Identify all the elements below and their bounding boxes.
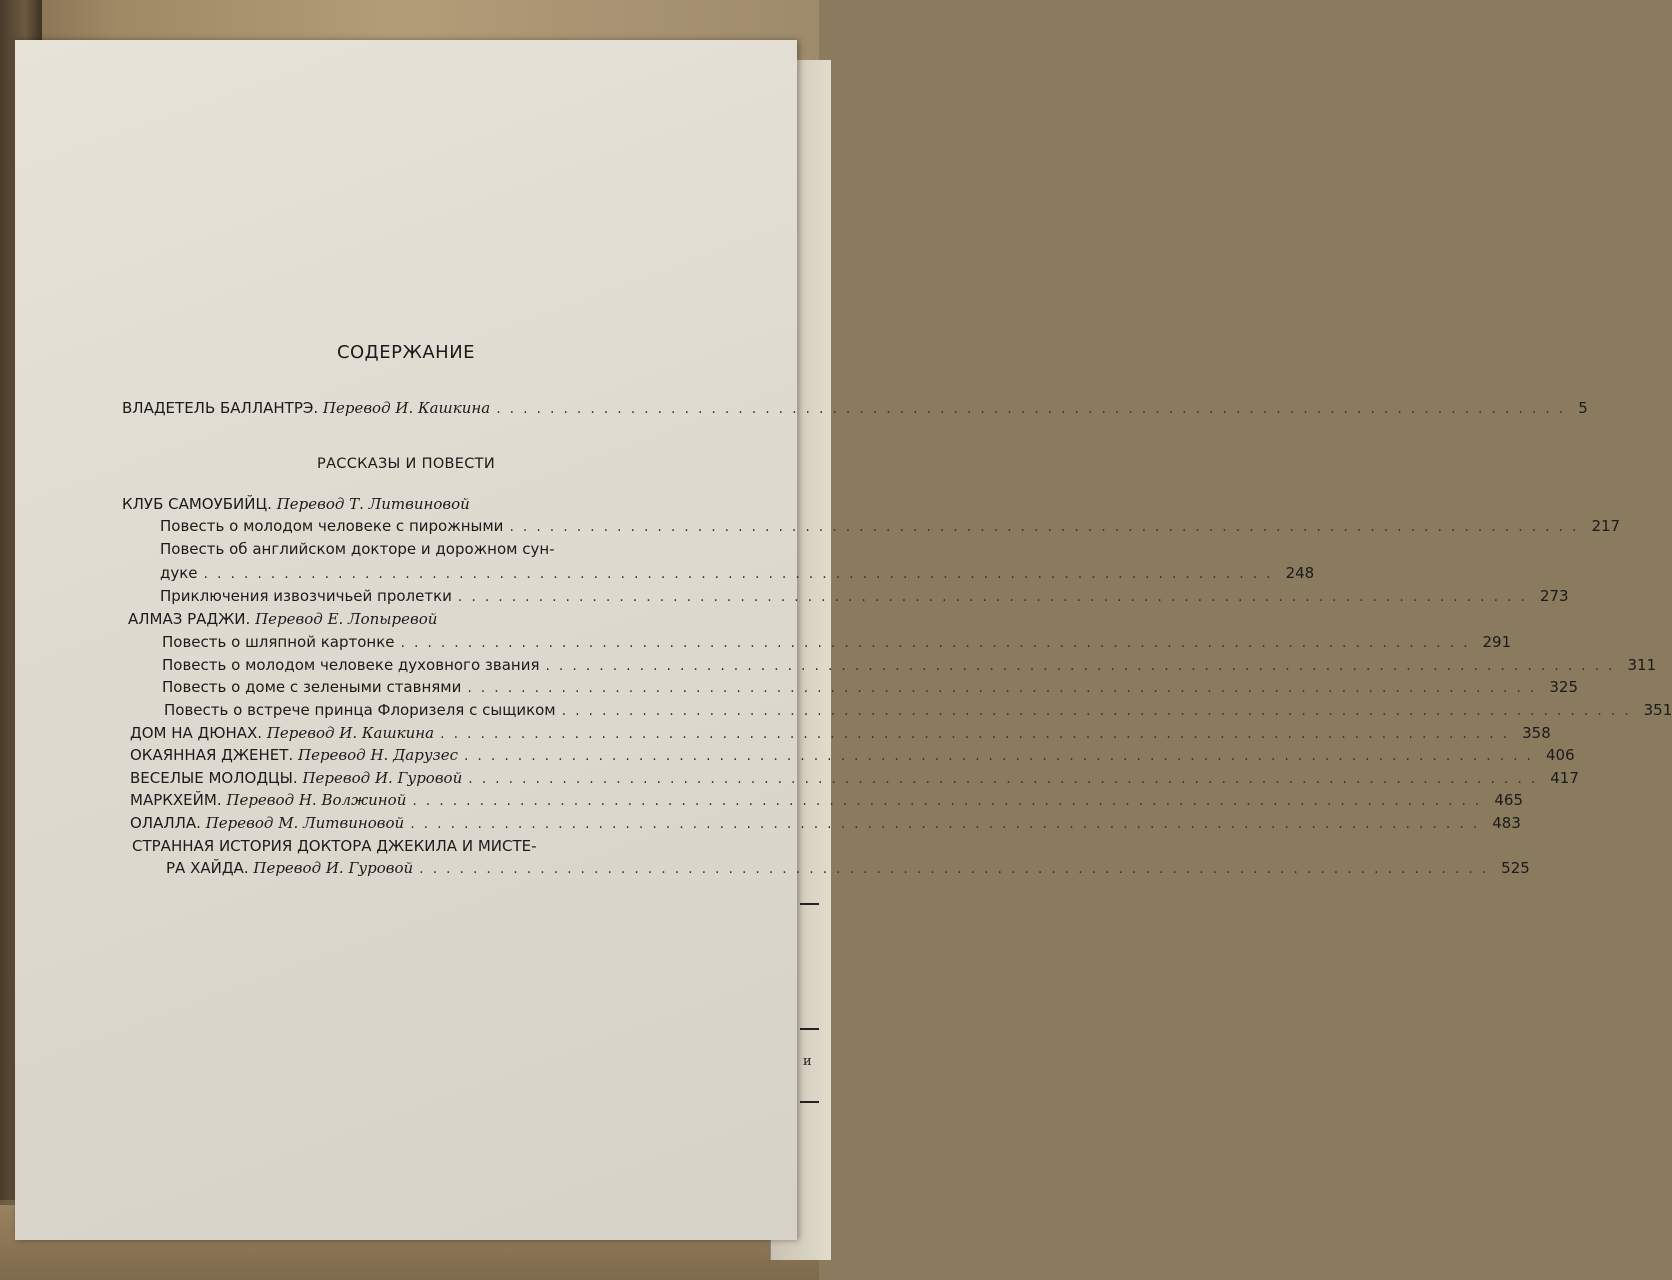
entry-translator: Перевод И. Кашкина — [266, 724, 435, 742]
dot-leader: ................................................................................ — [412, 793, 1489, 809]
entry-title: РА ХАЙДА. — [166, 859, 249, 877]
adjacent-page-rule — [800, 1028, 819, 1030]
adjacent-page-letter: и — [803, 1054, 812, 1069]
entry-translator: Перевод И. Гуровой — [302, 769, 463, 787]
entry-translator: Перевод М. Литвиновой — [205, 814, 405, 832]
dot-leader: ................................................................................ — [400, 635, 1477, 651]
dot-leader: ................................................................................ — [457, 589, 1534, 605]
entry-title: Повесть о молодом человеке духовного звания — [162, 656, 540, 674]
toc-entry — [132, 837, 704, 859]
entry-translator: Перевод И. Гуровой — [253, 859, 414, 877]
dot-leader: ................................................................................ — [496, 401, 1573, 417]
toc-entry — [164, 701, 1672, 723]
toc-entry — [128, 610, 704, 632]
entry-page-number: 325 — [1549, 678, 1579, 696]
toc-entry — [162, 678, 1579, 700]
toc-entry — [130, 769, 1579, 791]
dot-leader: ................................................................................ — [440, 726, 1517, 742]
dot-leader: ................................................................................ — [509, 519, 1586, 535]
toc-entry — [160, 517, 1621, 539]
entry-title: СТРАННАЯ ИСТОРИЯ ДОКТОРА ДЖЕКИЛА И МИСТЕ- — [132, 837, 537, 855]
entry-title: ВЕСЕЛЫЕ МОЛОДЦЫ. — [130, 769, 298, 787]
toc-entry — [130, 724, 1551, 746]
toc-entry — [130, 746, 1575, 768]
toc-entry — [122, 495, 704, 517]
entry-translator: Перевод И. Кашкина — [322, 399, 491, 417]
entry-title: ДОМ НА ДЮНАХ. — [130, 724, 263, 742]
dot-leader: ................................................................................ — [203, 566, 1280, 582]
toc-entry — [162, 656, 1657, 678]
toc-entry — [166, 859, 1530, 881]
entry-translator: Перевод Т. Литвиновой — [276, 495, 470, 513]
toc-entry — [122, 399, 1588, 421]
adjacent-page-rule — [800, 903, 819, 905]
entry-page-number: 483 — [1492, 814, 1521, 832]
entry-title: дуке — [160, 564, 198, 582]
toc-entry — [130, 814, 1521, 836]
entry-title: ОКАЯННАЯ ДЖЕНЕТ. — [130, 746, 294, 764]
entry-page-number: 358 — [1522, 724, 1551, 742]
page-title: СОДЕРЖАНИЕ — [336, 342, 476, 363]
entry-title: Повесть об английском докторе и дорожном сун- — [160, 540, 555, 558]
entry-title: Приключения извозчичьей пролетки — [160, 587, 452, 605]
dot-leader: ................................................................................ — [463, 748, 1540, 764]
entry-page-number: 291 — [1482, 633, 1512, 651]
toc-entry — [160, 540, 704, 562]
entry-title: ОЛАЛЛА. — [130, 814, 201, 832]
entry-page-number: 351 — [1643, 701, 1672, 719]
entry-title: Повесть о молодом человеке с пирожными — [160, 517, 504, 535]
section-heading: РАССКАЗЫ И ПОВЕСТИ — [317, 456, 495, 472]
dot-leader: ................................................................................ — [410, 816, 1487, 832]
entry-page-number: 217 — [1591, 517, 1621, 535]
book-page — [15, 40, 1672, 1240]
entry-page-number: 273 — [1539, 587, 1569, 605]
dot-leader: ................................................................................ — [419, 861, 1496, 877]
entry-page-number: 465 — [1494, 791, 1524, 809]
toc-entry — [130, 791, 1524, 813]
dot-leader: ................................................................................ — [467, 680, 1544, 696]
toc-entry — [160, 587, 1569, 609]
entry-title: АЛМАЗ РАДЖИ. — [128, 610, 251, 628]
dot-leader: ................................................................................ — [468, 771, 1545, 787]
adjacent-page-rule — [800, 1101, 819, 1103]
toc-entry — [160, 564, 1315, 586]
entry-page-number: 5 — [1578, 399, 1588, 417]
entry-translator: Перевод Н. Дарузес — [297, 746, 458, 764]
entry-translator: Перевод Н. Волжиной — [226, 791, 407, 809]
dot-leader: ................................................................................ — [561, 703, 1638, 719]
entry-translator: Перевод Е. Лопыревой — [255, 610, 438, 628]
entry-title: Повесть о шляпной картонке — [162, 633, 395, 651]
entry-title: ВЛАДЕТЕЛЬ БАЛЛАНТРЭ. — [122, 399, 319, 417]
entry-title: Повесть о встрече принца Флоризеля с сыщиком — [164, 701, 556, 719]
entry-title: Повесть о доме с зелеными ставнями — [162, 678, 462, 696]
entry-title: КЛУБ САМОУБИЙЦ. — [122, 495, 272, 513]
entry-page-number: 525 — [1501, 859, 1530, 877]
entry-page-number: 248 — [1285, 564, 1315, 582]
entry-page-number: 311 — [1627, 656, 1657, 674]
entry-page-number: 417 — [1550, 769, 1579, 787]
toc-entry — [162, 633, 1512, 655]
entry-page-number: 406 — [1546, 746, 1575, 764]
entry-title: МАРКХЕЙМ. — [130, 791, 222, 809]
dot-leader: ................................................................................ — [545, 658, 1622, 674]
